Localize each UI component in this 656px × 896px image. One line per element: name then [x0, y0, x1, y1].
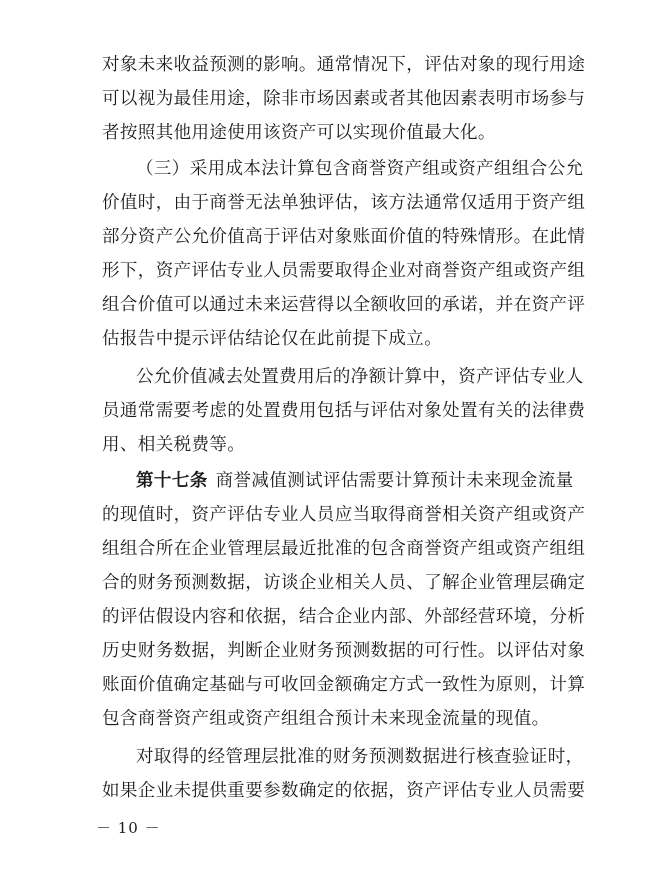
article-heading: 第十七条 — [136, 471, 208, 491]
text-line: 价值时，由于商誉无法单独评估，该方法通常仅适用于资产组 — [102, 193, 586, 213]
page-number: － 10 － — [96, 819, 161, 837]
article-text: 商誉减值测试评估需要计算预计未来现金流量 — [215, 471, 574, 491]
text-line: 历史财务数据，判断企业财务预测数据的可行性。以评估对象 — [102, 641, 586, 661]
text-line: 形下，资产评估专业人员需要取得企业对商誉资产组或资产组 — [102, 261, 586, 281]
text-line: 组组合所在企业管理层最近批准的包含商誉资产组或资产组组 — [102, 539, 586, 559]
text-line: 的现值时，资产评估专业人员应当取得商誉相关资产组或资产 — [102, 505, 586, 525]
text-line: 账面价值确定基础与可收回金额确定方式一致性为原则，计算 — [102, 675, 586, 695]
text-line: 公允价值减去处置费用后的净额计算中，资产评估专业人 — [136, 367, 584, 387]
article-17-first-line — [136, 464, 596, 498]
text-line: 用、相关税费等。 — [102, 435, 246, 455]
text-line: 包含商誉资产组或资产组组合预计未来现金流量的现值。 — [102, 709, 550, 729]
text-line: 对象未来收益预测的影响。通常情况下，评估对象的现行用途 — [102, 55, 586, 75]
text-line: 的评估假设内容和依据，结合企业内部、外部经营环境，分析 — [102, 607, 586, 627]
text-line: 部分资产公允价值高于评估对象账面价值的特殊情形。在此情 — [102, 227, 586, 247]
text-line: 如果企业未提供重要参数确定的依据，资产评估专业人员需要 — [102, 781, 586, 801]
text-line: 组合价值可以通过未来运营得以全额收回的承诺，并在资产评 — [102, 295, 586, 315]
text-line: 合的财务预测数据，访谈企业相关人员、了解企业管理层确定 — [102, 573, 586, 593]
text-line: 者按照其他用途使用该资产可以实现价值最大化。 — [102, 123, 496, 143]
text-line: 可以视为最佳用途，除非市场因素或者其他因素表明市场参与 — [102, 89, 586, 109]
text-line: （三）采用成本法计算包含商誉资产组或资产组组合公允 — [136, 159, 584, 179]
text-line: 估报告中提示评估结论仅在此前提下成立。 — [102, 329, 443, 349]
text-line: 对取得的经管理层批准的财务预测数据进行核查验证时， — [136, 747, 584, 767]
text-line: 员通常需要考虑的处置费用包括与评估对象处置有关的法律费 — [102, 401, 586, 421]
